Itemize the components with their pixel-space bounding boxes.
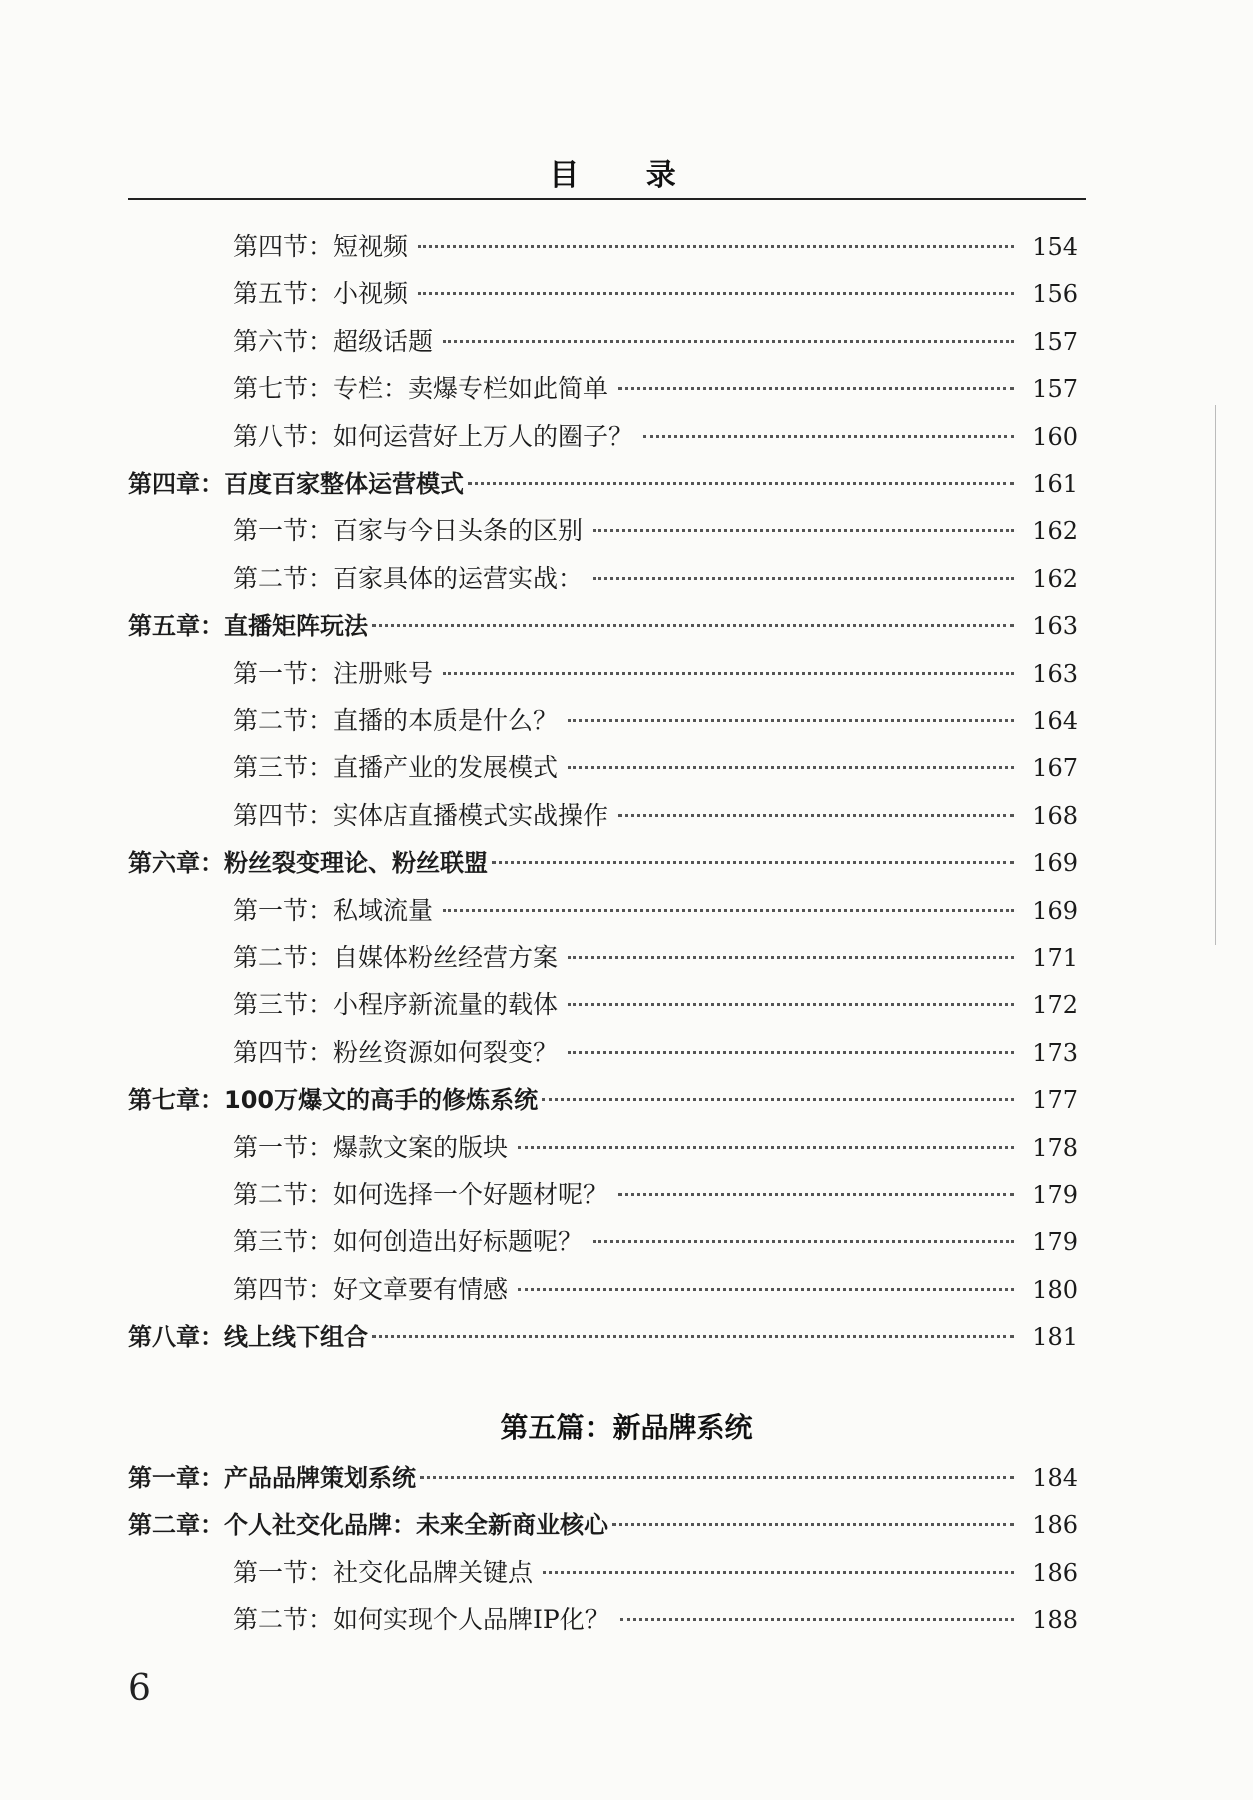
dot-leader xyxy=(418,245,1014,248)
dot-leader xyxy=(593,529,1014,532)
toc-section-entry xyxy=(233,1130,1078,1166)
toc-entry-title: 第八章：线上线下组合 xyxy=(128,1323,368,1351)
toc-chapter-entry xyxy=(128,608,1078,644)
toc-entry-title: 第三节：直播产业的发展模式 xyxy=(233,753,559,782)
dot-leader xyxy=(568,1003,1014,1006)
page-number: 6 xyxy=(128,1668,151,1709)
dot-leader xyxy=(542,1098,1014,1101)
toc-entry-page: 163 xyxy=(1032,660,1078,688)
toc-section-entry xyxy=(233,1177,1078,1213)
dot-leader xyxy=(443,672,1014,675)
toc-chapter-entry xyxy=(128,1319,1078,1355)
toc-entry-title: 第三节：小程序新流量的载体 xyxy=(233,990,559,1019)
toc-section-entry xyxy=(233,798,1078,834)
toc-entry-page: 156 xyxy=(1032,280,1078,308)
toc-entry-title: 第四节：好文章要有情感 xyxy=(233,1275,509,1304)
toc-entry-page: 178 xyxy=(1032,1134,1078,1162)
toc-entry-page: 168 xyxy=(1032,802,1078,830)
toc-chapter-entry xyxy=(128,845,1078,881)
dot-leader xyxy=(372,624,1014,627)
toc-section-entry xyxy=(233,1224,1078,1260)
dot-leader xyxy=(618,387,1014,390)
toc-entry-page: 161 xyxy=(1032,470,1078,498)
toc-entry-page: 180 xyxy=(1032,1276,1078,1304)
toc-entry-page: 188 xyxy=(1032,1606,1078,1634)
toc-entry-title: 第二节：直播的本质是什么？ xyxy=(233,706,559,735)
toc-section-entry xyxy=(233,1272,1078,1308)
toc-section-entry xyxy=(233,1555,1078,1591)
toc-entry-page: 177 xyxy=(1032,1086,1078,1114)
toc-entry-title: 第四节：短视频 xyxy=(233,232,409,261)
toc-entry-title: 第七节：专栏：卖爆专栏如此简单 xyxy=(233,374,609,403)
toc-entry-page: 173 xyxy=(1032,1039,1078,1067)
dot-leader xyxy=(568,719,1014,722)
page-title: 目 录 xyxy=(549,158,704,193)
toc-section-entry xyxy=(233,324,1078,360)
toc-section-entry xyxy=(233,513,1078,549)
toc-entry-page: 162 xyxy=(1032,517,1078,545)
toc-section-entry xyxy=(233,656,1078,692)
toc-section-entry xyxy=(233,893,1078,929)
toc-entry-page: 171 xyxy=(1032,944,1078,972)
toc-entry-title: 第二节：自媒体粉丝经营方案 xyxy=(233,943,559,972)
toc-entry-page: 179 xyxy=(1032,1228,1078,1256)
dot-leader xyxy=(618,814,1014,817)
toc-section-entry xyxy=(233,987,1078,1023)
toc-entry-title: 第二节：如何实现个人品牌IP化？ xyxy=(233,1605,610,1634)
toc-section-entry xyxy=(233,1602,1078,1638)
toc-entry-page: 184 xyxy=(1032,1464,1078,1492)
toc-chapter-entry xyxy=(128,1507,1078,1543)
toc-entry-title: 第一节：私域流量 xyxy=(233,896,434,925)
dot-leader xyxy=(492,861,1014,864)
dot-leader xyxy=(593,1240,1014,1243)
toc-entry-title: 第一章：产品品牌策划系统 xyxy=(128,1464,416,1492)
dot-leader xyxy=(468,482,1014,485)
toc-entry-title: 第二节：百家具体的运营实战： xyxy=(233,564,584,593)
toc-entry-title: 第三节：如何创造出好标题呢？ xyxy=(233,1227,584,1256)
dot-leader xyxy=(568,1051,1014,1054)
margin-mark xyxy=(1215,405,1216,945)
toc-entry-page: 186 xyxy=(1032,1559,1078,1587)
toc-entry-title: 第四章：百度百家整体运营模式 xyxy=(128,470,464,498)
dot-leader xyxy=(443,340,1014,343)
dot-leader xyxy=(443,909,1014,912)
toc-section-entry xyxy=(233,276,1078,312)
toc-entry-page: 186 xyxy=(1032,1511,1078,1539)
toc-entry-title: 第四节：粉丝资源如何裂变？ xyxy=(233,1038,559,1067)
dot-leader xyxy=(372,1335,1014,1338)
dot-leader xyxy=(568,766,1014,769)
toc-section-entry xyxy=(233,561,1078,597)
toc-entry-page: 167 xyxy=(1032,754,1078,782)
toc-entry-title: 第一节：百家与今日头条的区别 xyxy=(233,516,584,545)
dot-leader xyxy=(568,956,1014,959)
toc-entry-title: 第四节：实体店直播模式实战操作 xyxy=(233,801,609,830)
toc-entry-page: 179 xyxy=(1032,1181,1078,1209)
toc-entry-page: 162 xyxy=(1032,565,1078,593)
toc-entry-title: 第八节：如何运营好上万人的圈子？ xyxy=(233,422,634,451)
toc-entry-page: 157 xyxy=(1032,375,1078,403)
toc-entry-title: 第二章：个人社交化品牌：未来全新商业核心 xyxy=(128,1511,608,1539)
toc-entry-title: 第七章：100万爆文的高手的修炼系统 xyxy=(128,1086,539,1114)
toc-chapter-entry xyxy=(128,466,1078,502)
toc-entry-page: 163 xyxy=(1032,612,1078,640)
toc-entry-page: 164 xyxy=(1032,707,1078,735)
dot-leader xyxy=(620,1618,1014,1621)
toc-entry-title: 第五节：小视频 xyxy=(233,279,409,308)
toc-entry-page: 160 xyxy=(1032,423,1078,451)
toc-entry-title: 第一节：社交化品牌关键点 xyxy=(233,1558,534,1587)
toc-section-entry xyxy=(233,750,1078,786)
dot-leader xyxy=(543,1571,1014,1574)
toc-entry-title: 第六章：粉丝裂变理论、粉丝联盟 xyxy=(128,849,488,877)
toc-entry-page: 169 xyxy=(1032,897,1078,925)
toc-entry-title: 第一节：爆款文案的版块 xyxy=(233,1133,509,1162)
toc-entry-title: 第五章：直播矩阵玩法 xyxy=(128,612,368,640)
toc-entry-title: 第六节：超级话题 xyxy=(233,327,434,356)
dot-leader xyxy=(420,1476,1014,1479)
dot-leader xyxy=(618,1193,1014,1196)
toc-entry-title: 第一节：注册账号 xyxy=(233,659,434,688)
toc-entry-page: 172 xyxy=(1032,991,1078,1019)
dot-leader xyxy=(418,292,1014,295)
toc-section-entry xyxy=(233,940,1078,976)
part-heading: 第五篇：新品牌系统 xyxy=(500,1411,753,1444)
toc-entry-title: 第二节：如何选择一个好题材呢？ xyxy=(233,1180,609,1209)
dot-leader xyxy=(643,435,1014,438)
toc-section-entry xyxy=(233,1035,1078,1071)
toc-entry-page: 169 xyxy=(1032,849,1078,877)
toc-chapter-entry xyxy=(128,1460,1078,1496)
toc-entry-page: 181 xyxy=(1032,1323,1078,1351)
dot-leader xyxy=(593,577,1014,580)
toc-section-entry xyxy=(233,703,1078,739)
dot-leader xyxy=(612,1523,1014,1526)
toc-section-entry xyxy=(233,229,1078,265)
dot-leader xyxy=(518,1288,1014,1291)
toc-section-entry xyxy=(233,419,1078,455)
toc-entry-page: 157 xyxy=(1032,328,1078,356)
toc-entry-page: 154 xyxy=(1032,233,1078,261)
dot-leader xyxy=(518,1146,1014,1149)
toc-section-entry xyxy=(233,371,1078,407)
toc-chapter-entry xyxy=(128,1082,1078,1118)
